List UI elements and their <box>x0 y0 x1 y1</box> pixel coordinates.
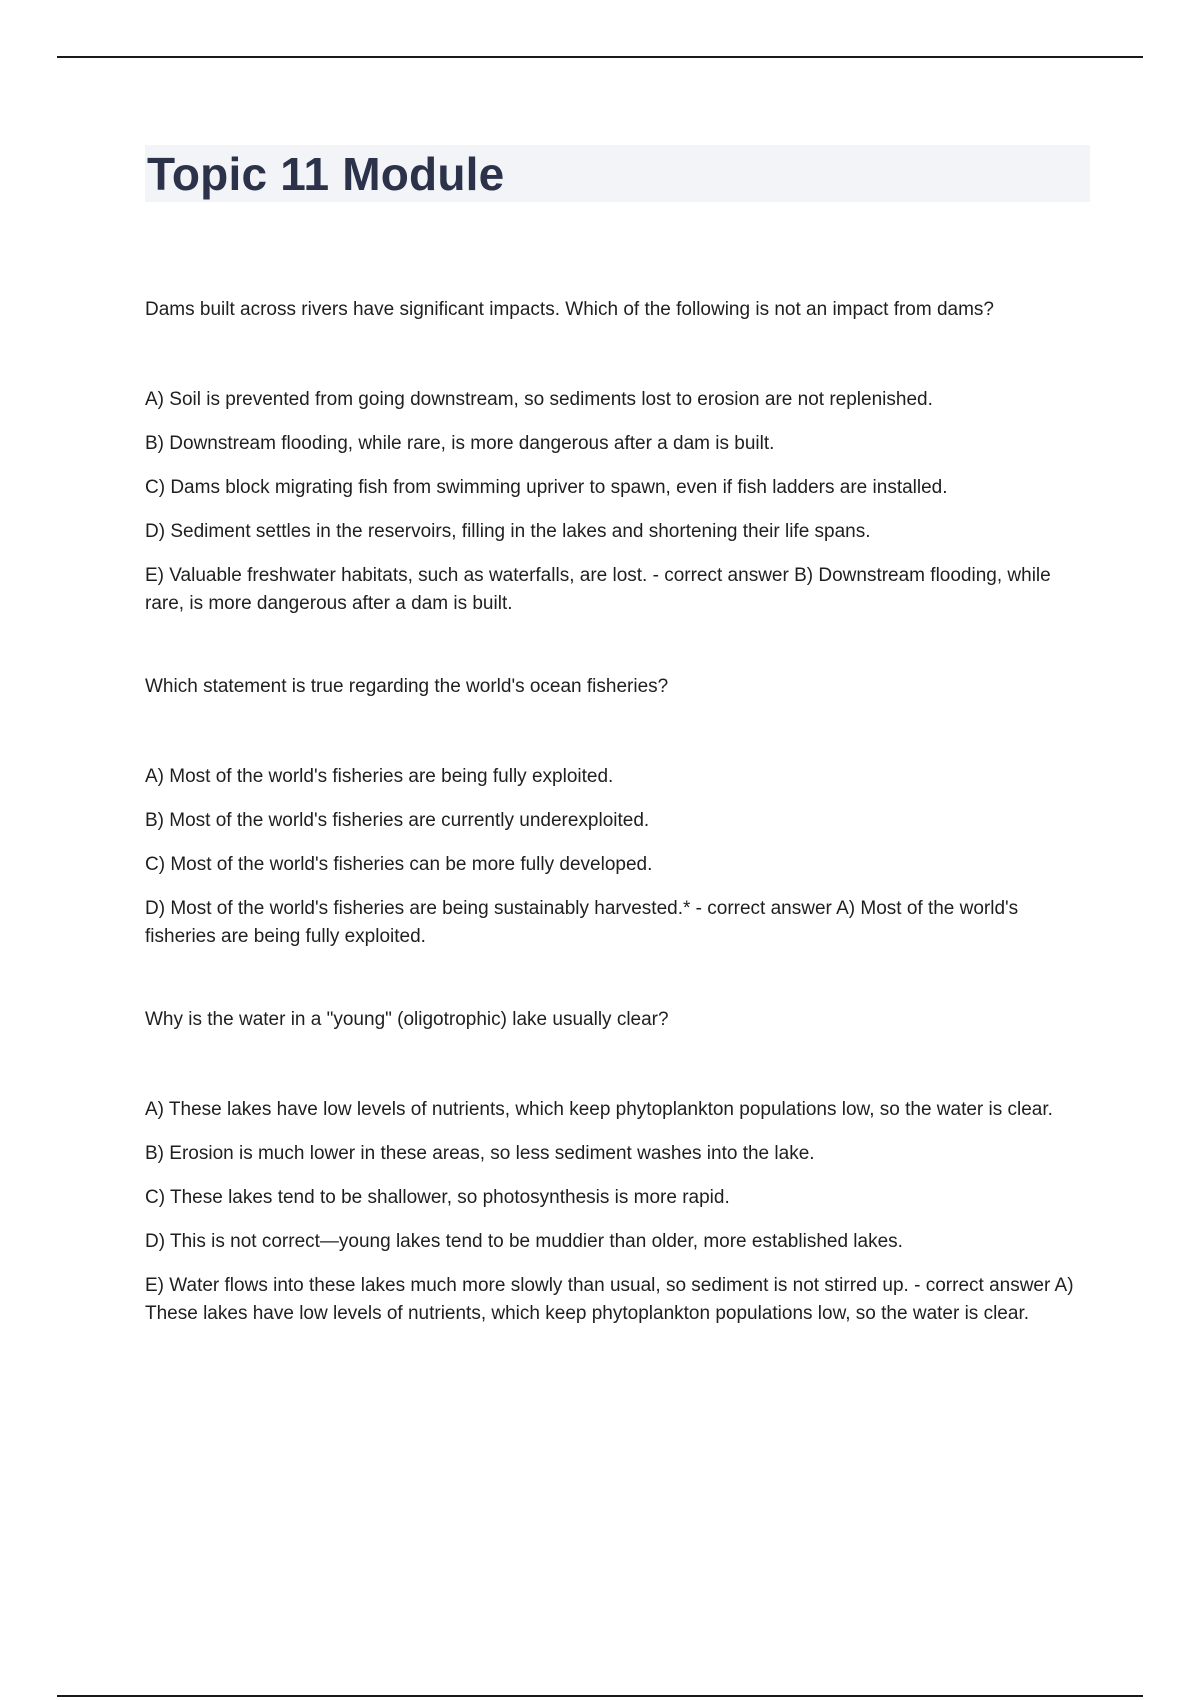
option-a: A) Soil is prevented from going downstream, so sediments lost to erosion are not replenished. <box>145 389 933 410</box>
option-b: B) Downstream flooding, while rare, is more dangerous after a dam is built. <box>145 433 775 454</box>
option-e-with-answer: E) Water flows into these lakes much more slowly than usual, so sediment is not stirred up. - correct answer A) These lakes have low levels of nutrients, which keep phytoplankton populations low, so the water is clear. <box>145 1275 1074 1324</box>
option-d-with-answer: D) Most of the world's fisheries are being sustainably harvested.* - correct answer A) Most of the world's fisheries are being fully exploited. <box>145 898 1019 947</box>
page-title: Topic 11 Module <box>147 147 505 200</box>
question-text: Why is the water in a "young" (oligotrophic) lake usually clear? <box>145 1009 669 1030</box>
page-bottom-rule <box>57 1695 1143 1697</box>
page-top-rule <box>57 56 1143 58</box>
question-text: Which statement is true regarding the world's ocean fisheries? <box>145 676 669 697</box>
option-b: B) Erosion is much lower in these areas, so less sediment washes into the lake. <box>145 1143 815 1164</box>
option-c: C) Most of the world's fisheries can be more fully developed. <box>145 854 653 875</box>
option-d: D) This is not correct—young lakes tend to be muddier than older, more established lakes. <box>145 1231 903 1252</box>
document-body <box>145 145 1090 1383</box>
option-a: A) These lakes have low levels of nutrients, which keep phytoplankton populations low, so the water is clear. <box>145 1099 1053 1120</box>
option-d: D) Sediment settles in the reservoirs, filling in the lakes and shortening their life spans. <box>145 521 871 542</box>
question-text: Dams built across rivers have significant impacts. Which of the following is not an impact from dams? <box>145 299 994 320</box>
option-c: C) These lakes tend to be shallower, so photosynthesis is more rapid. <box>145 1187 730 1208</box>
option-a: A) Most of the world's fisheries are being fully exploited. <box>145 766 614 787</box>
option-b: B) Most of the world's fisheries are currently underexploited. <box>145 810 650 831</box>
question-block-1 <box>145 296 1090 618</box>
question-list <box>145 296 1090 1328</box>
option-c: C) Dams block migrating fish from swimming upriver to spawn, even if fish ladders are installed. <box>145 477 948 498</box>
question-block-3 <box>145 1006 1090 1328</box>
title-band <box>145 145 1090 202</box>
question-block-2 <box>145 673 1090 951</box>
option-e-with-answer: E) Valuable freshwater habitats, such as waterfalls, are lost. - correct answer B) Downstream flooding, while rare, is more dangerous after a dam is built. <box>145 565 1051 614</box>
